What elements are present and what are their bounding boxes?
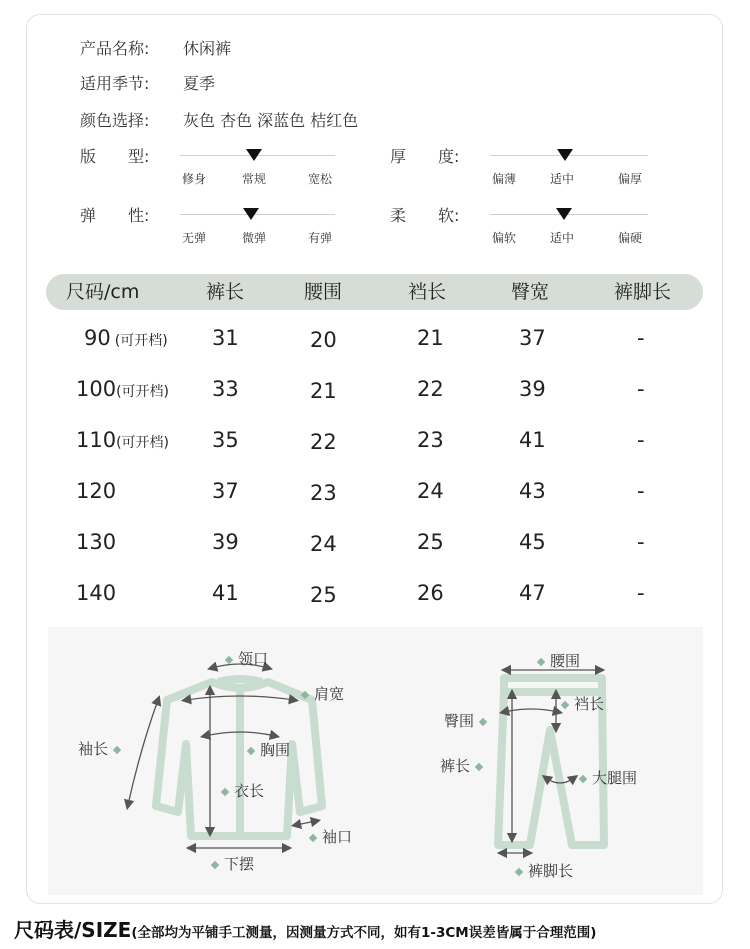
column-header: 尺码/cm — [66, 281, 140, 303]
size-value: 110 — [76, 428, 117, 452]
softness-label: 柔 软: — [390, 206, 460, 225]
label-hem: 下摆 — [206, 853, 254, 874]
diamond-icon — [515, 867, 523, 875]
footer-heading: 尺码表/SIZE — [14, 918, 132, 942]
color-value: 灰色 杏色 深蓝色 桔红色 — [183, 111, 359, 130]
size-value: 130 — [76, 530, 117, 554]
diamond-icon — [113, 745, 121, 753]
size-note: (可开档) — [114, 333, 168, 349]
label-collar: 领口 — [220, 648, 268, 669]
cell-hip: 47 — [519, 581, 546, 605]
cell-pants-length: 37 — [212, 479, 239, 503]
cell-waist: 22 — [310, 430, 337, 454]
cell-hip: 45 — [519, 530, 546, 554]
cell-rise: 25 — [417, 530, 444, 554]
elasticity-option: 无弹 — [182, 231, 207, 245]
size-note: (可开档) — [116, 384, 170, 400]
product-name-label: 产品名称: — [80, 39, 150, 58]
diamond-icon — [247, 746, 255, 754]
cell-leg-opening: - — [637, 326, 645, 350]
thickness-option: 偏薄 — [492, 172, 517, 186]
cell-hip: 37 — [519, 326, 546, 350]
label-waist: 腰围 — [532, 650, 580, 671]
diamond-icon — [537, 657, 545, 665]
label-rise: 裆长 — [556, 693, 604, 714]
cell-leg-opening: - — [637, 581, 645, 605]
cell-leg-opening: - — [637, 428, 645, 452]
diamond-icon — [479, 717, 487, 725]
thickness-option: 适中 — [550, 172, 575, 186]
season-value: 夏季 — [183, 74, 216, 93]
cell-rise: 23 — [417, 428, 444, 452]
cell-leg-opening: - — [637, 530, 645, 554]
thickness-option: 偏厚 — [618, 172, 643, 186]
fit-option: 常规 — [242, 172, 267, 186]
label-cuff: 袖口 — [304, 826, 352, 847]
size-value: 90 — [84, 326, 111, 350]
diamond-icon — [301, 690, 309, 698]
cell-rise: 26 — [417, 581, 444, 605]
fit-option: 宽松 — [308, 172, 333, 186]
cell-waist: 20 — [310, 328, 337, 352]
footer-note: (全部均为平铺手工测量，因测量方式不同，如有1-3CM误差皆属于合理范围) — [131, 925, 597, 941]
diamond-icon — [309, 833, 317, 841]
cell-hip: 43 — [519, 479, 546, 503]
column-header: 裆长 — [408, 281, 447, 303]
softness-option: 偏软 — [492, 231, 517, 245]
season-label: 适用季节: — [80, 74, 150, 93]
size-value: 100 — [76, 377, 117, 401]
elasticity-option: 微弹 — [242, 231, 267, 245]
color-label: 颜色选择: — [80, 111, 150, 130]
cell-pants-length: 31 — [212, 326, 239, 350]
footer-title — [14, 914, 596, 943]
label-hip: 臀围 — [444, 710, 492, 731]
cell-pants-length: 41 — [212, 581, 239, 605]
label-thigh: 大腿围 — [574, 767, 637, 788]
label-leg-opening: 裤脚长 — [510, 860, 573, 881]
cell-waist: 21 — [310, 379, 337, 403]
cell-pants-length: 35 — [212, 428, 239, 452]
diamond-icon — [221, 787, 229, 795]
size-value: 140 — [76, 581, 117, 605]
softness-option: 适中 — [550, 231, 575, 245]
cell-rise: 24 — [417, 479, 444, 503]
label-sleeve: 袖长 — [78, 738, 126, 759]
diamond-icon — [475, 762, 483, 770]
cell-leg-opening: - — [637, 479, 645, 503]
label-pants-length: 裤长 — [440, 755, 488, 776]
cell-pants-length: 39 — [212, 530, 239, 554]
column-header: 裤长 — [206, 281, 245, 303]
cell-pants-length: 33 — [212, 377, 239, 401]
diamond-icon — [225, 655, 233, 663]
column-header: 腰围 — [304, 281, 343, 303]
column-header: 裤脚长 — [614, 281, 672, 303]
fit-label: 版 型: — [80, 147, 150, 166]
diamond-icon — [211, 860, 219, 868]
column-header: 臀宽 — [511, 281, 550, 303]
product-name-value: 休闲裤 — [183, 39, 232, 58]
fit-option: 修身 — [182, 172, 207, 186]
cell-rise: 21 — [417, 326, 444, 350]
label-chest: 胸围 — [242, 739, 290, 760]
cell-rise: 22 — [417, 377, 444, 401]
cell-hip: 39 — [519, 377, 546, 401]
elasticity-option: 有弹 — [308, 231, 333, 245]
diamond-icon — [561, 700, 569, 708]
label-length: 衣长 — [216, 780, 264, 801]
cell-waist: 25 — [310, 583, 337, 607]
cell-waist: 24 — [310, 532, 337, 556]
cell-leg-opening: - — [637, 377, 645, 401]
label-shoulder: 肩宽 — [296, 683, 344, 704]
diamond-icon — [579, 774, 587, 782]
cell-waist: 23 — [310, 481, 337, 505]
cell-hip: 41 — [519, 428, 546, 452]
size-note: (可开档) — [116, 435, 170, 451]
size-value: 120 — [76, 479, 117, 503]
softness-option: 偏硬 — [618, 231, 643, 245]
elasticity-label: 弹 性: — [80, 206, 150, 225]
thickness-label: 厚 度: — [390, 147, 460, 166]
